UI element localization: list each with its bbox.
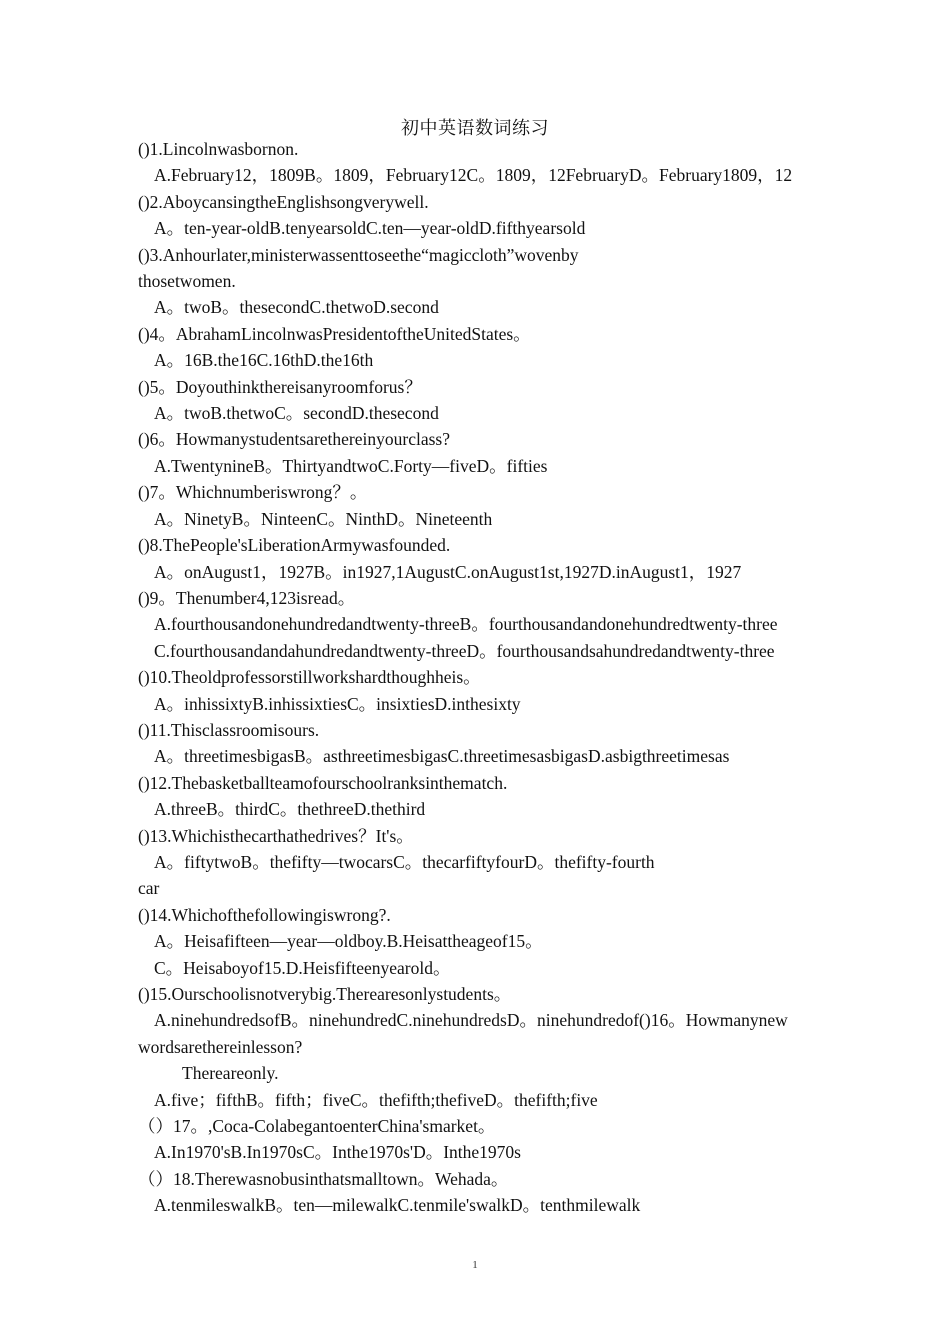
option-line: A。twoB.thetwoC。secondD.thesecond [154,403,439,424]
option-line: A.fourthousandonehundredandtwenty-threeB。fourthousandandonehundredtwenty-three [154,614,778,635]
question-line: ()9。Thenumber4,123isread。 [138,587,356,608]
question-line: thosetwomen. [138,271,236,292]
question-line: ()12.Thebasketballteamofourschoolranksinthematch. [138,772,508,793]
option-line: Thereareonly. [182,1063,279,1084]
document-body [138,136,868,1219]
option-line: A.ninehundredsofB。ninehundredC.ninehundredsD。ninehundredof()16。Howmanynew [154,1010,788,1031]
option-line: A。inhissixtyB.inhissixtiesC。insixtiesD.inthesixty [154,693,521,714]
option-line: A。twoB。thesecondC.thetwoD.second [154,297,439,318]
question-line: wordsarethereinlesson? [138,1036,303,1057]
option-line: C.fourthousandandahundredandtwenty-threeD。fourthousandsahundredandtwenty-three [154,640,775,661]
option-line: A。NinetyB。NinteenC。NinthD。Nineteenth [154,508,493,529]
question-line: ()14.Whichofthefollowingiswrong?. [138,904,391,925]
question-line: ()6。Howmanystudentsarethereinyourclass? [138,429,450,450]
question-line: ()11.Thisclassroomisours. [138,719,320,740]
question-line: ()1.Lincolnwasbornon. [138,139,299,159]
option-line: A.threeB。thirdC。thethreeD.thethird [154,799,426,820]
question-line: ()15.Ourschoolisnotverybig.Therearesonlystudents。 [138,984,512,1004]
option-line: A.tenmileswalkB。ten—milewalkC.tenmile'swalkD。tenthmilewalk [154,1195,641,1216]
question-line: （）18.Therewasnobusinthatsmalltown。Wehada。 [138,1168,509,1189]
question-line: ()5。Doyouthinkthereisanyroomforus？ [138,376,422,397]
question-line: ()2.AboycansingtheEnglishsongverywell. [138,191,429,212]
question-line: ()10.Theoldprofessorstillworkshardthoughheis。 [138,667,481,688]
question-line: ()7。Whichnumberiswrong？。 [138,482,368,503]
option-line: A.In1970'sB.In1970sC。Inthe1970s'D。Inthe1970s [154,1142,521,1163]
option-line: A。16B.the16C.16thD.the16th [154,350,374,371]
question-line: ()3.Anhourlater,ministerwassenttoseethe“magiccloth”wovenby [138,244,579,265]
page-title: 初中英语数词练习 [401,118,549,138]
option-line: A.five；fifthB。fifth；fiveC。thefifth;thefiveD。thefifth;five [154,1089,598,1110]
option-line: A.February12，1809B。1809，February12C。1809，12FebruaryD。February1809，12 [154,165,793,186]
option-line: C。Heisaboyof15.D.Heisfifteenyearold。 [154,957,451,978]
question-line: （）17。,Coca-ColabegantoenterChina'smarket。 [138,1116,496,1137]
question-line: ()8.ThePeople'sLiberationArmywasfounded. [138,535,451,556]
question-line: ()4。AbrahamLincolnwasPresidentoftheUnitedStates。 [138,323,531,344]
page-number: 1 [472,1259,478,1271]
option-line: A。ten-year-oldB.tenyearsoldC.ten—year-oldD.fifthyearsold [154,218,586,239]
option-line: A。Heisafifteen—year—oldboy.B.Heisattheageof15。 [154,931,543,952]
question-line: ()13.Whichisthecarthathedrives？It's。 [138,825,414,846]
option-line: A.TwentynineB。ThirtyandtwoC.Forty—fiveD。fifties [154,455,548,476]
option-line: A。onAugust1，1927B。in1927,1AugustC.onAugust1st,1927D.inAugust1，1927 [154,561,742,582]
option-line: A。fiftytwoB。thefifty—twocarsC。thecarfiftyfourD。thefifty-fourth [154,851,655,872]
question-line: car [138,878,160,899]
option-line: A。threetimesbigasB。asthreetimesbigasC.threetimesasbigasD.asbigthreetimesas [154,746,730,767]
